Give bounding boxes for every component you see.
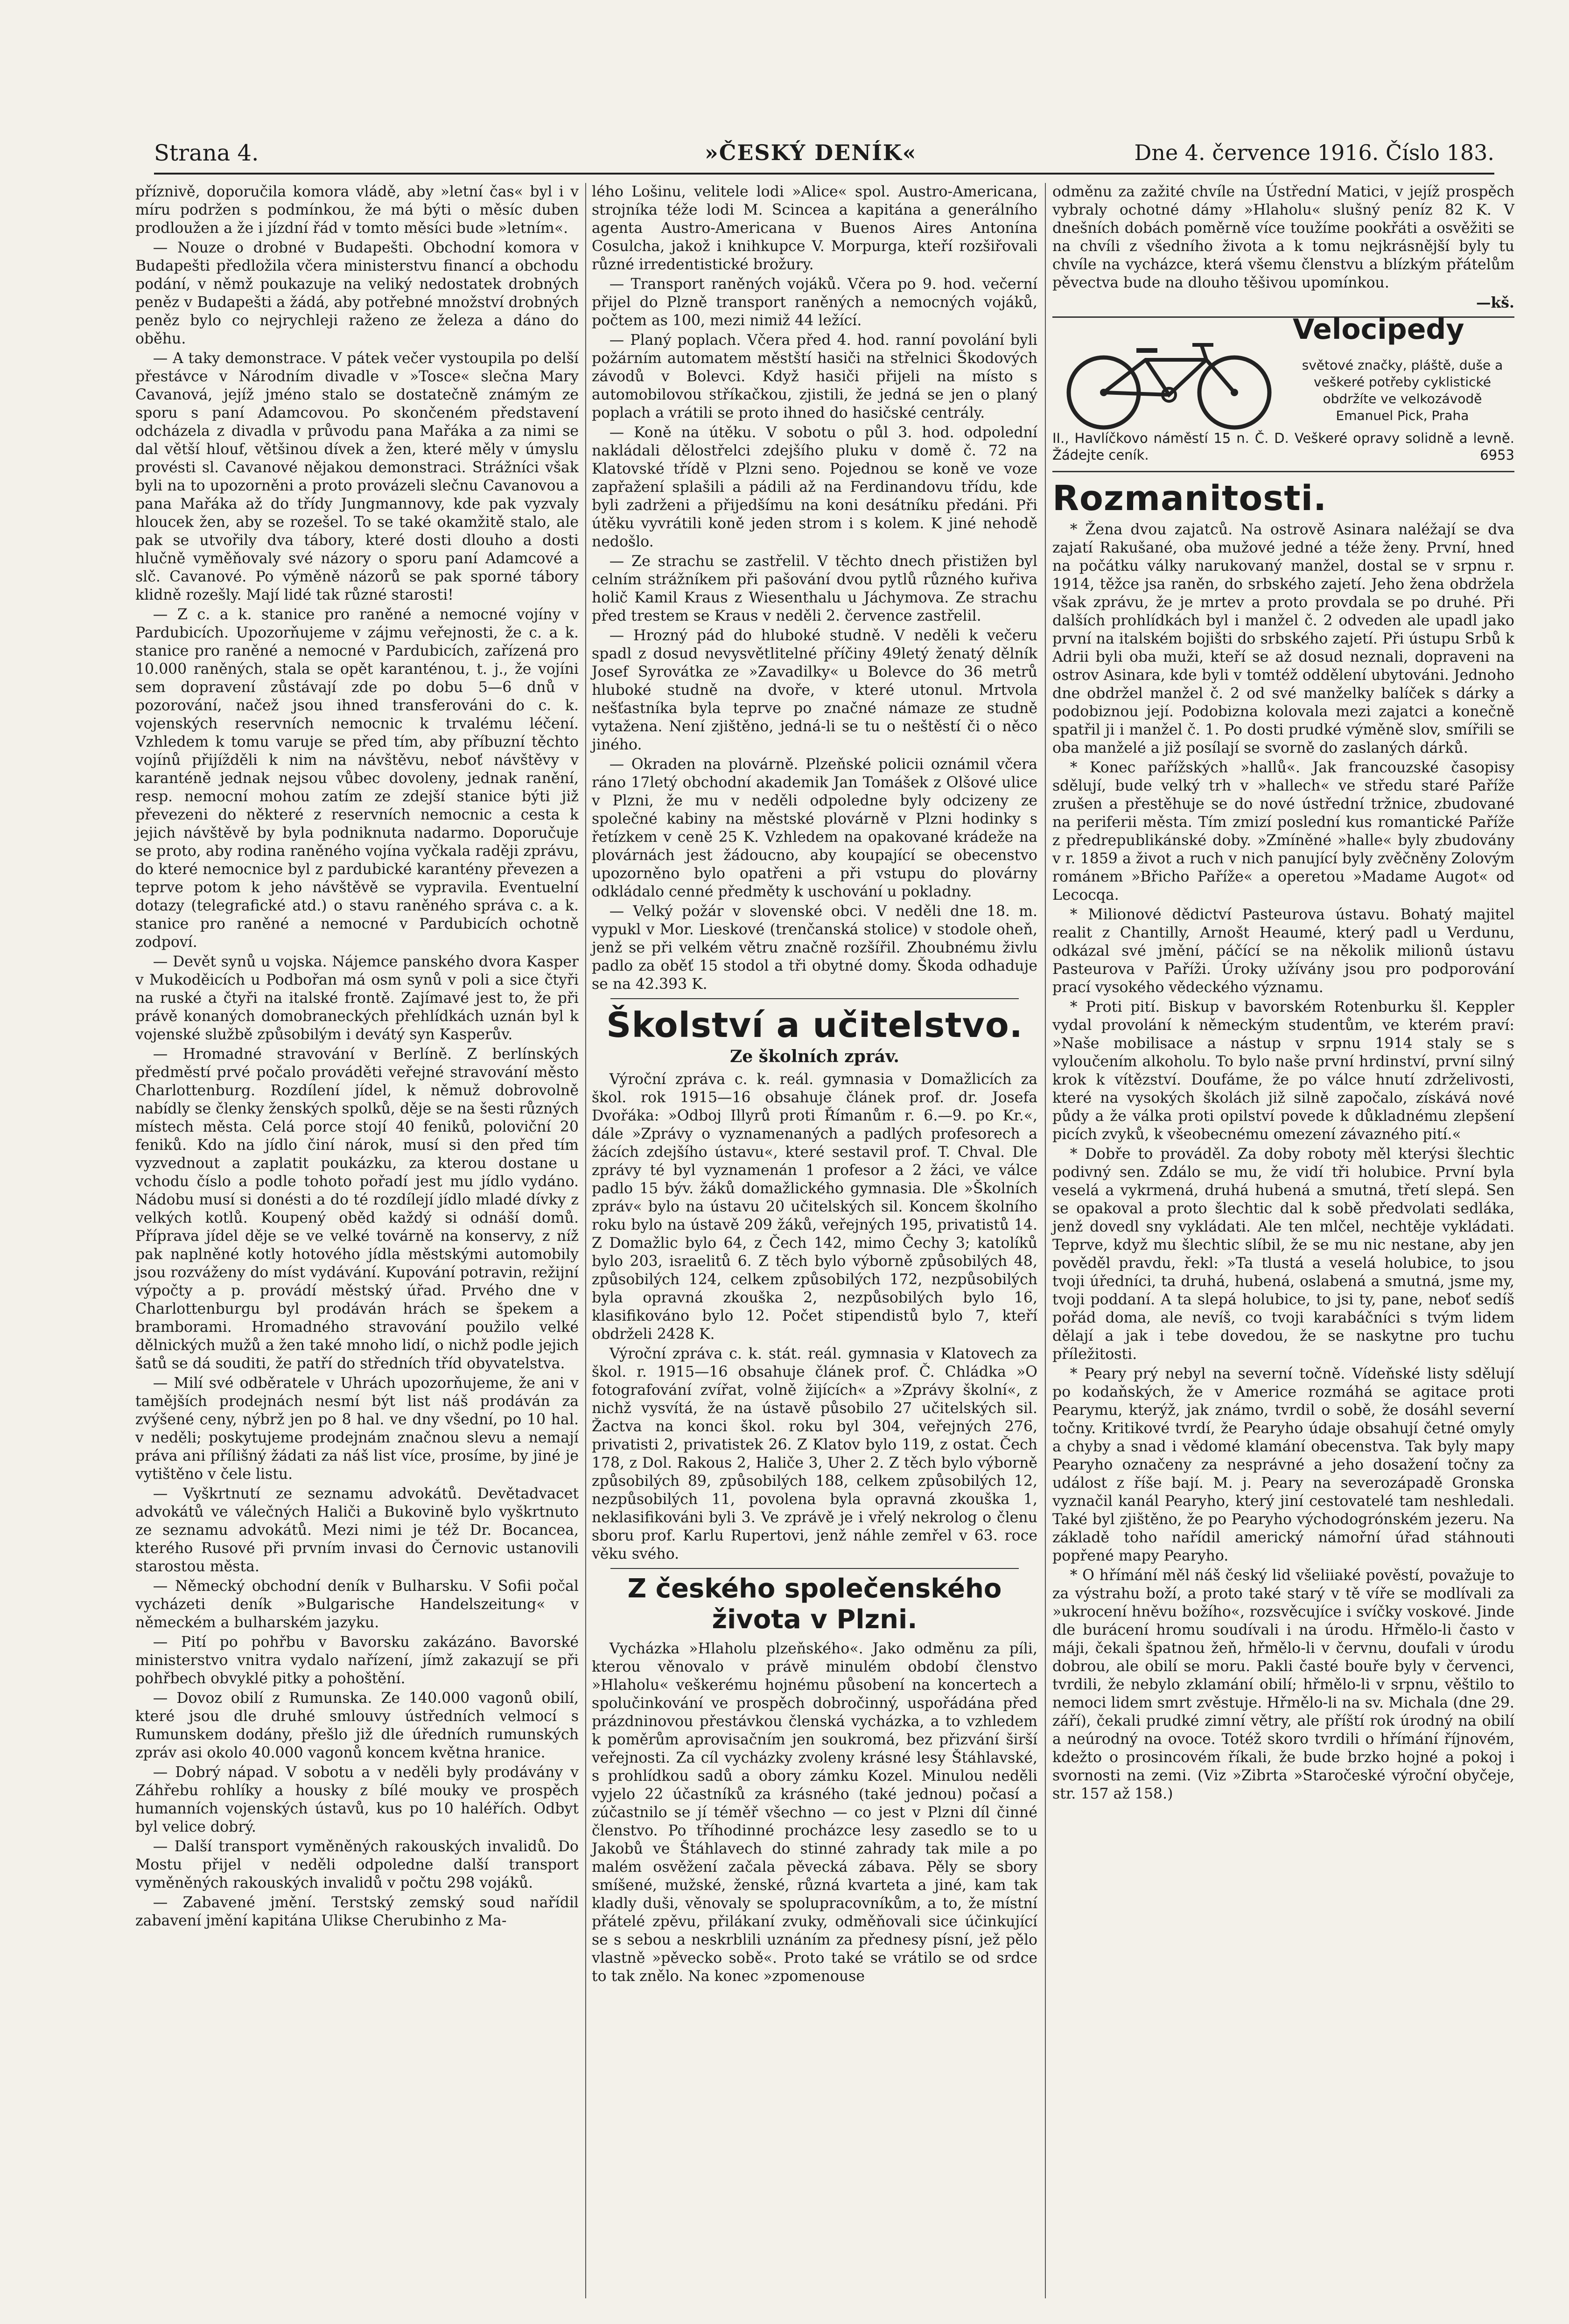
article-paragraph: * Proti pití. Biskup v bavorském Rotenburku šl. Keppler vydal provolání k německým studentům, ve kterém praví: »Naše mobilisace a nástup v srpnu 1914 staly se s vyloučením alkoholu. To bylo naše první hrdinství, první silný krok k vítězství. Doufáme, že po válce hnutí zdrželivosti, které na vysokých školách již silně započalo, získává nové půdy a že válka proti opilství povede k důkladnému zlepšení picích zvyků, k všeobecnému omezení závazného pití.« [1052, 999, 1514, 1143]
article-paragraph: — Pití po pohřbu v Bavorsku zakázáno. Bavorské ministerstvo vnitra vydalo nařízení, jímž zakazují se při pohřbech obvyklé pitky a pohoštění. [135, 1634, 579, 1687]
ad-footer [1052, 430, 1514, 463]
article-paragraph: — Velký požár v slovenské obci. V neděli dne 18. m. vypukl v Mor. Lieskové (trenčanská stolice) v stodole oheň, jenž se při velkém větru značně rozšířil. Zhoubnému živlu padlo za oběť 15 stodol a tři obytné domy. Škoda odhaduje se na 42.393 K. [592, 903, 1037, 993]
issue-date: Dne 4. července 1916. Číslo 183. [1134, 140, 1494, 165]
article-paragraph: * Konec pařížských »hallů«. Jak francouzské časopisy sdělují, bude velký trh v »hallech« ve středu staré Paříže zrušen a přestěhuje se do nové ústřední tržnice, zbudované na periferii města. Tím zmizí poslední kus romantické Paříže z předrepublikánské doby. »Zmíněné »halle« byly zbudovány v r. 1859 a život a ruch v nich panující byly zvěčněny Zolovým románem »Břicho Paříže« a operetou »Madame Augot« od Lecocqa. [1052, 759, 1514, 903]
article-paragraph: — Devět synů u vojska. Nájemce panského dvora Kasper v Mukoděicích u Podbořan má osm synů v poli a sice čtyři na ruské a čtyři na italské frontě. Zajímavé jest to, že při právě konaných domobraneckých přehlídkách uznán byl k vojenské službě způsobilým i devátý syn Kasperův. [135, 953, 579, 1043]
masthead [154, 140, 1494, 173]
section-title-misc: Rozmanitosti. [1052, 478, 1327, 518]
article-paragraph: * Dobře to prováděl. Za doby roboty měl kterýsi šlechtic podivný sen. Zdálo se mu, že vidí tři holubice. První byla veselá a vykrmená, druhá hubená a smutná, třetí slepá. Sen se opakoval a proto šlechtic dal k sobě předvolati sedláka, jenž dovedl sny vykládati. Ale ten mlčel, nechtěje vykládati. Teprve, když mu šlechtic slíbil, že se mu nic nestane, aby jen pověděl pravdu, řekl: »Ta tlustá a veselá holubice, to jsou tvoji úředníci, ta druhá, hubená, oslabená a smutná, jsme my, tvoji poddaní. A ta slepá holubice, to jsi ty, pane, neboť sedíš pořád doma, ale nevíš, co tvoji karabáčníci s tvým lidem dělají a jak i tebe dovedou, že se naskytne pro tuchu příležitosti. [1052, 1146, 1514, 1363]
article-paragraph: — A taky demonstrace. V pátek večer vystoupila po delší přestávce v Národním divadle v »Tosce« slečna Mary Cavanová, jejíž jméno stalo se dostatečně známým ze sporu s paní Adamcovou. Po skončeném představení odcházela z divadla v průvodu pana Mařáka a za nimi se dal větší hlouf, většinou dívek a žen, které měly v úmyslu provésti sl. Cavanové nějakou demonstraci. Strážníci však byli na to upozorněni a proto provázeli slečnu Cavanovou a pana Mařáka až do třídy Jungmannovy, kde pak vyzvaly hloucek žen, aby se rozešel. To se také okamžitě stalo, ale pak se utvořily dva tábory, které dosti dlouho a dosti hlučně vyměňovaly své názory o sporu paní Adamcové a slč. Cavanové. Po výměně názorů se pak sporné tábory klidně rozešly. Mají lidé tak různé starosti! [135, 350, 579, 603]
section-subtitle: Ze školních zpráv. [730, 1047, 899, 1066]
article-paragraph: — Ze strachu se zastřelil. V těchto dnech přistižen byl celním strážníkem při pašování dvou pytlů různého kuřiva holič Kamil Kraus z Wiesenthalu u Jáchymova. Ze strachu před trestem se Kraus v neděli 2. července zastřelil. [592, 553, 1037, 624]
article-paragraph: — Dobrý nápad. V sobotu a v neděli byly prodávány v Záhřebu rohlíky a housky z bílé mouky ve prospěch humanních vojenských ústavů, kus po 10 haléřích. Odbyt byl velice dobrý. [135, 1764, 579, 1835]
article-paragraph: Výroční zpráva c. k. stát. reál. gymnasia v Klatovech za škol. r. 1915—16 obsahuje článek prof. Č. Chládka »O fotografování zvířat, volně žijících« a »Zprávy školní«, z nichž vysvítá, že na ústavě působilo 27 učitelských sil. Žactva na konci škol. roku byl 304, veřejných 276, privatisti 2, privatistek 26. Z Klatov bylo 119, z ostat. Čech 178, z Dol. Rakous 2, Haliče 3, Uher 2. Z těch bylo výborně způsobilých 89, způsobilých 188, celkem způsobilých 12, nezpůsobilých 11, povolena byla opravná zkouška 1, neklasifikováni byli 3. Ve zprávě je i vřelý nekrolog o členu sboru prof. Karlu Rupertovi, jenž náhle zemřel v 63. roce věku svého. [592, 1345, 1037, 1562]
column-3 [1052, 183, 1514, 1805]
ad-text: světové značky, pláště, duše a veškeré potřeby cyklistické obdržíte ve velkozávodě Emanuel Pick, Praha [1302, 357, 1503, 423]
author-sign: —kš. [1476, 294, 1514, 311]
article-paragraph: — Koně na útěku. V sobotu o půl 3. hod. odpolední nakládali dělostřelci zdejšího pluku v domě č. 72 na Klatovské třídě v Plzni seno. Pojednou se koně ve voze zapřažení splašili a pádili až na Ferdinandovu třídu, kde byli zadrženi a přijedšímu na koni desátníku předáni. Při útěku vyvrátili koně jeden strom i s kolem. K jiné nehodě nedošlo. [592, 424, 1037, 550]
page-number: Strana 4. [154, 140, 259, 166]
article-paragraph: — Další transport vyměněných rakouských invalidů. Do Mostu přijel v neděli odpoledne další transport vyměněných rakouských invalidů v počtu 298 vojáků. [135, 1838, 579, 1891]
article-paragraph: — Z c. a k. stanice pro raněné a nemocné vojíny v Pardubicích. Upozorňujeme v zájmu veřejnosti, že c. a k. stanice pro raněné a nemocné v Pardubicích, zařízená pro 10.000 raněných, stala se opět karanténou, t. j., že vojíni sem dopravení zůstávají zde po dobu 5—6 dnů v pozorování, načež jsou ihned transferováni do c. k. vojenských reservních nemocnic k trvalému léčení. Vzhledem k tomu varuje se před tím, aby příbuzní těchto vojínů přijížděli k nim na návštěvu, neboť návštěvy v karanténě jednak nejsou vůbec dovoleny, jednak ranění, resp. nemocní mohou zatím ze zdejší stanice býti již převezeni do některé z reservních nemocnic a cesta k jejich návštěvě by byla podniknuta nadarmo. Doporučuje se proto, aby rodina raněného vojína vyčkala raději zprávu, do které nemocnice byl z pardubické karantény převezen a teprve potom k jeho návštěvě se vypravila. Eventuelní dotazy (telegrafické atd.) o stavu raněného správa c. a k. stanice pro raněné a nemocné v Pardubicích ochotně zodpoví. [135, 606, 579, 951]
newspaper-title: »ČESKÝ DENÍK« [705, 140, 917, 165]
separator [610, 998, 1019, 999]
article-paragraph: — Dovoz obilí z Rumunska. Ze 140.000 vagonů obilí, které jsou dle druhé smlouvy ústředních velmocí s Rumunskem dodány, přešlo již dle úředních rumunských zpráv asi okolo 40.000 vagonů koncem května hranice. [135, 1690, 579, 1761]
article-paragraph: — Zabavené jmění. Terstský zemský soud nařídil zabavení jmění kapitána Ulikse Cherubinho z Ma- [135, 1894, 579, 1929]
article-paragraph: — Okraden na plovárně. Plzeňské policii oznámil včera ráno 17letý obchodní akademik Jan Tomášek z Olšové ulice v Plzni, že mu v neděli odpoledne byly odcizeny ze společné kabiny na městské plovárně v Plzni hodinky s řetízkem v ceně 25 K. Vzhledem na opakované krádeže na plovárnách jest žádoucno, aby koupající se obecenstvo upozorněno bylo opatřeni a při vstupu do plovárny odkládalo cenné předměty k uschování u pokladny. [592, 756, 1037, 900]
column-divider [1045, 183, 1046, 2298]
ad-address: II., Havlíčkovo náměstí 15 n. Č. D. Veškeré opravy solidně a levně. Žádejte ceník. [1052, 430, 1514, 463]
news-list [1052, 183, 1514, 292]
article-paragraph: — Nouze o drobné v Budapešti. Obchodní komora v Budapešti předložila včera ministerstvu financí a obchodu podání, v němž poukazuje na veliký nedostatek drobných peněz v Budapešti a žádá, aby potřebné množství drobných peněz bylo co nejrychleji raženo ze železa a dáno do oběhu. [135, 239, 579, 347]
article-paragraph: Vycházka »Hlaholu plzeňského«. Jako odměnu za píli, kterou věnovalo v právě minulém období členstvo »Hlaholu« veškerému hojnému působení na koncertech a spolučinkování ve prospěch dobročinný, uspořádána před prázdninovou přestávkou členská vycházka, a to vzhledem k poměrům aprovisačním jen soukromá, bez přizvání širší veřejnosti. Za cíl vycházky zvoleny krásné lesy Štáhlavské, s prohlídkou sadů a obory zámku Kozel. Minulou neděli vyjelo 22 účastníků za krásného (také jednou) počasí a zúčastnilo se jí téměř všechno — co jest v Plzni díl činné členstvo. Po tříhodinné procházce lesy zasedlo se to u Jakobů ve Štáhlavech do stinné zahrady tak mile a po malém osvěžení začala pěvecká zábava. Pěly se sbory smíšené, mužské, ženské, různá kvarteta a jiné, kam tak kladly duši, věnovaly se spolupracovníkům, a to, že místní přátelé zpěvu, přilákaní zvuky, odměňovali sice účinkující se s sebou a neskrblili uznáním za přednesy písní, jež pělo vlastně »pěvecko sobě«. Proto také se vrátilo se od srdce to tak znělo. Na konec »zpomenouse [592, 1640, 1037, 1985]
separator [610, 1568, 1019, 1569]
bicycle-advertisement [1052, 313, 1514, 472]
article-paragraph: * Peary prý nebyl na severní točně. Vídeňské listy sdělují po kodaňských, že v Americe rozmáhá se agitace proti Pearymu, kterýž, jak známo, tvrdil o sobě, že dosáhl severní točny. Kritikové tvrdí, že Pearyho údaje obsahují četné omyly a chyby a snad i vědomé klamání obecenstva. Tak byly mapy Pearyho označeny za nesprávné a jeho dosažení točny za událost z říše bají. M. j. Peary na severozápadě Gronska vyznačil kanál Pearyho, který jiní cestovatelé tam neshledali. Také byl zjištěno, že po Pearyho východogrónském jezeru. Na základě toho nařídil americký námořní úřad stáhnouti popřené mapy Pearyho. [1052, 1365, 1514, 1564]
article-paragraph: — Německý obchodní deník v Bulharsku. V Sofii počal vycházeti deník »Bulgarische Handelszeitung« v německém a bulharském jazyku. [135, 1578, 579, 1631]
article-paragraph: * Milionové dědictví Pasteurova ústavu. Bohatý majitel realit z Chantilly, Arnošt Heaumé, který padl u Verdunu, odkázal své jmění, páčící se na několik milionů ústavu Pasteurova v Paříži. Úroky užívány jsou pro podporování prací vysokého vědeckého významu. [1052, 906, 1514, 996]
plzen-list [592, 1640, 1037, 1986]
misc-list [1052, 521, 1514, 1803]
masthead-rule [154, 173, 1494, 175]
article-paragraph: — Vyškrtnutí ze seznamu advokátů. Devětadvacet advokátů ve válečných Haliči a Bukovině bylo vyškrtnuto ze seznamu advokátů. Mezi nimi je též Dr. Bocancea, kterého Rusové při prvním invasi do Černovic ustanovili starostou města. [135, 1485, 579, 1575]
article-paragraph: — Milí své odběratele v Uhrách upozorňujeme, že ani v tamějších prodejnách nesmí být list náš prodáván za zvýšené ceny, nýbrž jen po 8 hal. ve dny všední, po 10 hal. v neděli; poskytujeme prodejnám značnou slevu a nemají práva ani přílišný žádati za náš list více, prosíme, by jiné je vytištěno v čele listu. [135, 1375, 579, 1483]
column-1 [135, 183, 579, 1932]
bicycle-icon [1052, 336, 1286, 430]
section-title-school: Školství a učitelstvo. [606, 1005, 1023, 1045]
article-paragraph: * Žena dvou zajatců. Na ostrově Asinara naléžají se dva zajatí Rakušané, oba mužové jedné a téže ženy. První, hned na počátku války narukovaný manžel, dostal se v srpnu r. 1914, těžce jsa raněn, do srbského zajetí. Jeho žena obdržela však zprávu, že je mrtev a proto provdala se po druhé. Při dalších prohlídkách byl i manžel č. 2 odveden ale upadl jako první na italském bojišti do srbského zajetí. Při ústupu Srbů k Adrii byli oba muži, kteří se až dosud neznali, dopraveni na ostrov Asinara, kde byli v tomtéž oddělení ubytováni. Jednoho dne obdržel manžel č. 2 od své manželky balíček s dárky a podobiznou její. Podobizna kolovala mezi zajatci a konečně spatřil ji i manžel č. 1. Po dosti prudké výměně slov, smířili se oba manželé a již posílají se svorně do zaslaných dárků. [1052, 521, 1514, 756]
school-list [592, 1071, 1037, 1563]
article-paragraph: lého Lošinu, velitele lodi »Alice« spol. Austro-Americana, strojníka téže lodi M. Scincea a kapitána a generálního agenta Austro-Americana v Buenos Aires Antonína Cosulcha, jakož i knihkupce V. Morpurga, kteří rozšiřovali různé irredentistické brožury. [592, 183, 1037, 273]
news-list [592, 183, 1037, 994]
column-2 [592, 183, 1037, 1987]
ad-number: 6953 [1480, 447, 1514, 463]
column-divider [585, 183, 586, 2298]
article-paragraph: — Hrozný pád do hluboké studně. V neděli k večeru spadl z dosud nevysvětlitelné příčiny 49letý ženatý dělník Josef Syrovátka ze »Zavadilky« u Bolevce do 36 metrů hluboké studně na dvoře, v které utonul. Mrtvola nešťastníka byla teprve po značné námaze ze studně vytažena. Není zjištěno, jedná-li se tu o neštěstí či o něco jiného. [592, 627, 1037, 753]
section-title-plzen: Z českého společenského života v Plzni. [627, 1574, 1002, 1635]
article-paragraph: příznivě, doporučila komora vládě, aby »letní čas« byl i v míru podržen s podmínkou, že má býti o měsíc duben prodloužen a že i jízdní řád v tomto měsíci bude »letním«. [135, 183, 579, 237]
article-paragraph: * O hřímání měl náš český lid všeliiaké pověstí, považuje to za výstrahu boží, a proto také starý v tě víře se modlívali za »ukrocení hněvu božího«, rozsvěcujíce i svíčky voskové. Jinde dle burácení hromu soudívali i na úrodu. Hřmělo-li často v máji, čekali špatnou žeň, hřmělo-li v červnu, doufali v úrodu dobrou, ale obilí se moru. Pakli časté bouře byly v červenci, tvrdili, že nebylo zklamání obilí; hřmělo-li v srpnu, věštilo to nemoci lidem smrt zvěstuje. Hřmělo-li na sv. Michala (dne 29. září), čekali prudké zimní větry, ale příští rok úrodný na obilí a neúrodný na ovoce. Totéž skoro tvrdili o hřímání říjnovém, kdežto o prosincovém říkali, že bude brzko hojné a pokoj i svornosti na zemi. (Viz »Zibrta »Staročeské výroční obyčeje, str. 157 až 158.) [1052, 1567, 1514, 1802]
article-paragraph: Výroční zpráva c. k. reál. gymnasia v Domažlicích za škol. rok 1915—16 obsahuje článek prof. dr. Josefa Dvořáka: »Odboj Illyrů proti Římanům r. 6.—9. po Kr.«, dále »Zprávy o vyznamenaných a padlých profesorech a žácích zdejšího ústavu«, které sestavil prof. T. Chval. Dle zprávy té byl vyznamenán 1 profesor a 2 žáci, ve válce padlo 15 býv. žáků domažlického gymnasia. Dle »Školních zpráv« bylo na ústavu 20 učitelských sil. Koncem školního roku bylo na ústavě 209 žáků, veřejných 195, privatistů 14. Z Domažlic bylo 64, z Čech 142, mimo Čechy 3; katolíků bylo 203, israelitů 6. Z těch bylo výborně způsobilých 48, způsobilých 124, celkem způsobilých 172, nezpůsobilých byla opravná zkouška 2, nezpůsobilých bylo 16, klasifikováno bylo 12. Počet stipendistů bylo 7, kteří obdrželi 2428 K. [592, 1071, 1037, 1343]
article-paragraph: — Planý poplach. Včera před 4. hod. ranní povolání byli požárním automatem městští hasiči na střelnici Škodových závodů v Bolevci. Když hasiči přijeli na místo s automobilovou stříkačkou, zjistili, že jedná se jen o planý poplach a vrátili se proto ihned do hasičské centrály. [592, 332, 1037, 421]
article-paragraph: odměnu za zažité chvíle na Ústřední Matici, v jejíž prospěch vybraly ochotné dámy »Hlaholu« slušný peníz 82 K. V dnešních dobách poměrně více toužíme pookřáti a osvěžiti se na chvíli z všedního života a k tomu nejkrásnější byly tu chvíle na vycházce, která všemu členstvu a blízkým přátelům pěvectva bude na dlouho těšivou upomínkou. [1052, 183, 1514, 291]
news-list [135, 183, 579, 1930]
article-paragraph: — Hromadné stravování v Berlíně. Z berlínských předměstí prvé počalo prováděti veřejné stravování město Charlottenburg. Rozdílení jídel, k němuž dobrovolně nabídly se členky ženských spolků, děje se na šesti různých místech města. Celá porce stojí 40 feniků, poloviční 20 feniků. Kdo na jídlo činí nárok, musí si den před tím vyzvednout a zaplatit poukázku, za kterou dostane u vchodu číslo a podle tohoto pořadí jest mu jídlo vydáno. Nádobu musí si donésti a do té rozdílejí jídlo mladé dívky z velkých kotlů. Koupený oběd každý si odnáší domů. Příprava jídel děje se ve velké továrně na konservy, z níž pak naplněné kotly hotového jídla městskými automobily jsou rozváženy do míst vydávání. Kupování potravin, režijní výpočty a p. provádí městský úřad. Prvého dne v Charlottenburgu byl prodáván hrách se špekem a bramborami. Hromadného stravování použilo velké dělnických mužů a žen také mnoho lidí, o nichž podle jejich šatů se dá souditi, že patří do středních tříd obyvatelstva. [135, 1046, 579, 1372]
article-paragraph: — Transport raněných vojáků. Včera po 9. hod. večerní přijel do Plzně transport raněných a nemocných vojáků, počtem as 100, mezi nimiž 44 ležící. [592, 276, 1037, 329]
ad-title: Velocipedy [1293, 313, 1464, 346]
